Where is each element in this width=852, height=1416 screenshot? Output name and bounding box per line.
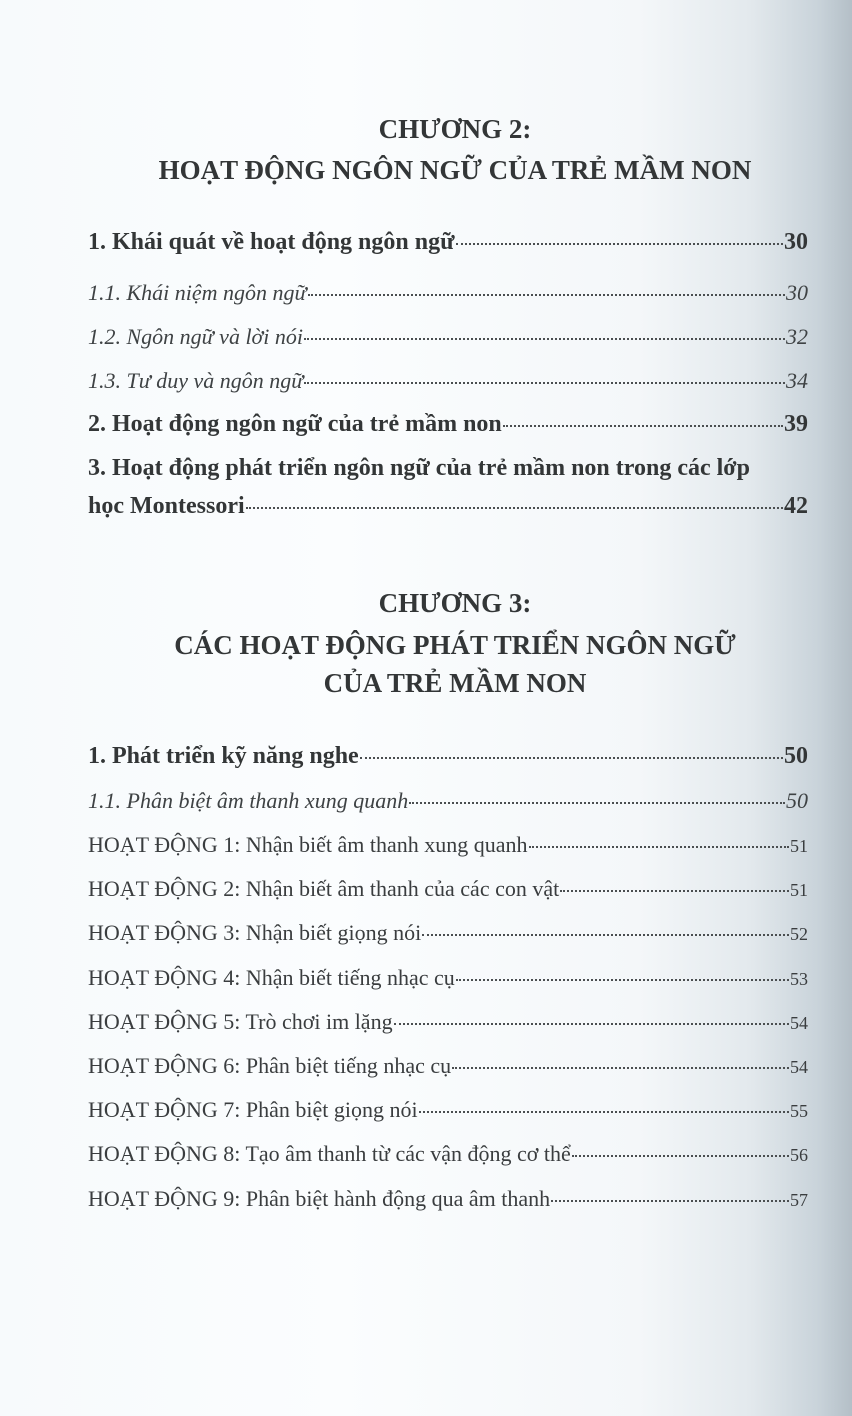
- toc-entry-title: HOẠT ĐỘNG 7: Phân biệt giọng nói: [88, 1097, 418, 1122]
- toc-entry-title: học Montessori: [88, 493, 245, 519]
- toc-entry-title: 1.2. Ngôn ngữ và lời nói: [88, 324, 304, 349]
- toc-entry-page: 32: [786, 324, 808, 349]
- toc-entry[interactable]: [88, 1097, 808, 1123]
- dot-leader: [304, 382, 785, 384]
- toc-entry-page: 55: [790, 1101, 808, 1121]
- toc-entry[interactable]: [88, 832, 808, 858]
- chapter-2-number: CHƯƠNG 2:: [378, 114, 532, 144]
- toc-entry-page: 51: [790, 836, 808, 856]
- toc-entry-title: HOẠT ĐỘNG 5: Trò chơi im lặng: [88, 1009, 393, 1034]
- dot-leader: [551, 1200, 789, 1202]
- toc-entry[interactable]: [88, 229, 808, 256]
- chapter-3-heading: [80, 590, 830, 617]
- dot-leader: [560, 890, 789, 892]
- toc-entry-title: 1. Phát triển kỹ năng nghe: [88, 743, 359, 769]
- toc-entry[interactable]: [88, 493, 808, 520]
- toc-entry-title: HOẠT ĐỘNG 3: Nhận biết giọng nói: [88, 920, 422, 945]
- dot-leader: [419, 1111, 789, 1113]
- chapter-3-title: [80, 632, 830, 659]
- dot-leader: [422, 934, 789, 936]
- dot-leader: [503, 425, 783, 427]
- toc-entry-page: 30: [786, 280, 808, 305]
- dot-leader: [409, 802, 785, 804]
- toc-entry-page: 50: [786, 788, 808, 813]
- dot-leader: [394, 1023, 789, 1025]
- toc-entry[interactable]: [88, 1053, 808, 1079]
- chapter-2-heading: [80, 116, 830, 143]
- dot-leader: [456, 979, 789, 981]
- toc-entry-page: 54: [790, 1013, 808, 1033]
- chapter-2-title: [80, 157, 830, 184]
- chapter-3-title-line: CÁC HOẠT ĐỘNG PHÁT TRIỂN NGÔN NGỮ: [174, 630, 736, 660]
- toc-entry-title: HOẠT ĐỘNG 1: Nhận biết âm thanh xung quanh: [88, 832, 528, 857]
- toc-entry[interactable]: [88, 1009, 808, 1035]
- toc-entry-title: 1. Khái quát về hoạt động ngôn ngữ: [88, 229, 455, 255]
- toc-entry-title: HOẠT ĐỘNG 8: Tạo âm thanh từ các vận động cơ thể: [88, 1141, 571, 1166]
- toc-entry-title: HOẠT ĐỘNG 2: Nhận biết âm thanh của các con vật: [88, 876, 560, 901]
- dot-leader: [304, 338, 785, 340]
- dot-leader: [456, 243, 783, 245]
- toc-entry[interactable]: [88, 324, 808, 350]
- toc-entry-page: 42: [784, 493, 808, 519]
- toc-entry-page: 30: [784, 229, 808, 255]
- toc-entry-title: 1.1. Phân biệt âm thanh xung quanh: [88, 788, 409, 813]
- toc-entry-title: 1.1. Khái niệm ngôn ngữ: [88, 280, 307, 305]
- toc-entry[interactable]: [88, 788, 808, 814]
- toc-entry-title: HOẠT ĐỘNG 4: Nhận biết tiếng nhạc cụ: [88, 965, 455, 990]
- chapter-2-title-line: HOẠT ĐỘNG NGÔN NGỮ CỦA TRẺ MẦM NON: [158, 155, 752, 185]
- dot-leader: [529, 846, 789, 848]
- toc-entry[interactable]: [88, 965, 808, 991]
- toc-entry[interactable]: [88, 743, 808, 770]
- toc-entry[interactable]: [88, 1186, 808, 1212]
- toc-entry-title: HOẠT ĐỘNG 6: Phân biệt tiếng nhạc cụ: [88, 1053, 452, 1078]
- toc-entry[interactable]: [88, 280, 808, 306]
- toc-entry-page: 56: [790, 1145, 808, 1165]
- toc-entry-page: 54: [790, 1057, 808, 1077]
- toc-entry[interactable]: [88, 1141, 808, 1167]
- toc-entry-page: 51: [790, 880, 808, 900]
- toc-entry[interactable]: [88, 368, 808, 394]
- dot-leader: [308, 294, 785, 296]
- toc-entry-page: 53: [790, 969, 808, 989]
- toc-entry-title: 2. Hoạt động ngôn ngữ của trẻ mầm non: [88, 411, 502, 437]
- toc-entry[interactable]: [88, 411, 808, 438]
- dot-leader: [246, 507, 783, 509]
- dot-leader: [360, 757, 783, 759]
- toc-entry-page: 52: [790, 924, 808, 944]
- toc-entry-page: 50: [784, 743, 808, 769]
- dot-leader: [452, 1067, 789, 1069]
- toc-entry[interactable]: [88, 876, 808, 902]
- dot-leader: [572, 1155, 789, 1157]
- toc-entry-title-line1: 3. Hoạt động phát triển ngôn ngữ của trẻ mầm non trong các lớp: [88, 455, 750, 481]
- chapter-3-title-line: CỦA TRẺ MẦM NON: [323, 668, 587, 698]
- toc-entry-page: 39: [784, 411, 808, 437]
- toc-entry-page: 57: [790, 1190, 808, 1210]
- toc-entry-page: 34: [786, 368, 808, 393]
- chapter-3-title: [80, 670, 830, 697]
- toc-entry-title: 1.3. Tư duy và ngôn ngữ: [88, 368, 304, 393]
- toc-entry[interactable]: [88, 920, 808, 946]
- chapter-3-number: CHƯƠNG 3:: [378, 588, 532, 618]
- toc-entry-title: HOẠT ĐỘNG 9: Phân biệt hành động qua âm thanh: [88, 1186, 551, 1211]
